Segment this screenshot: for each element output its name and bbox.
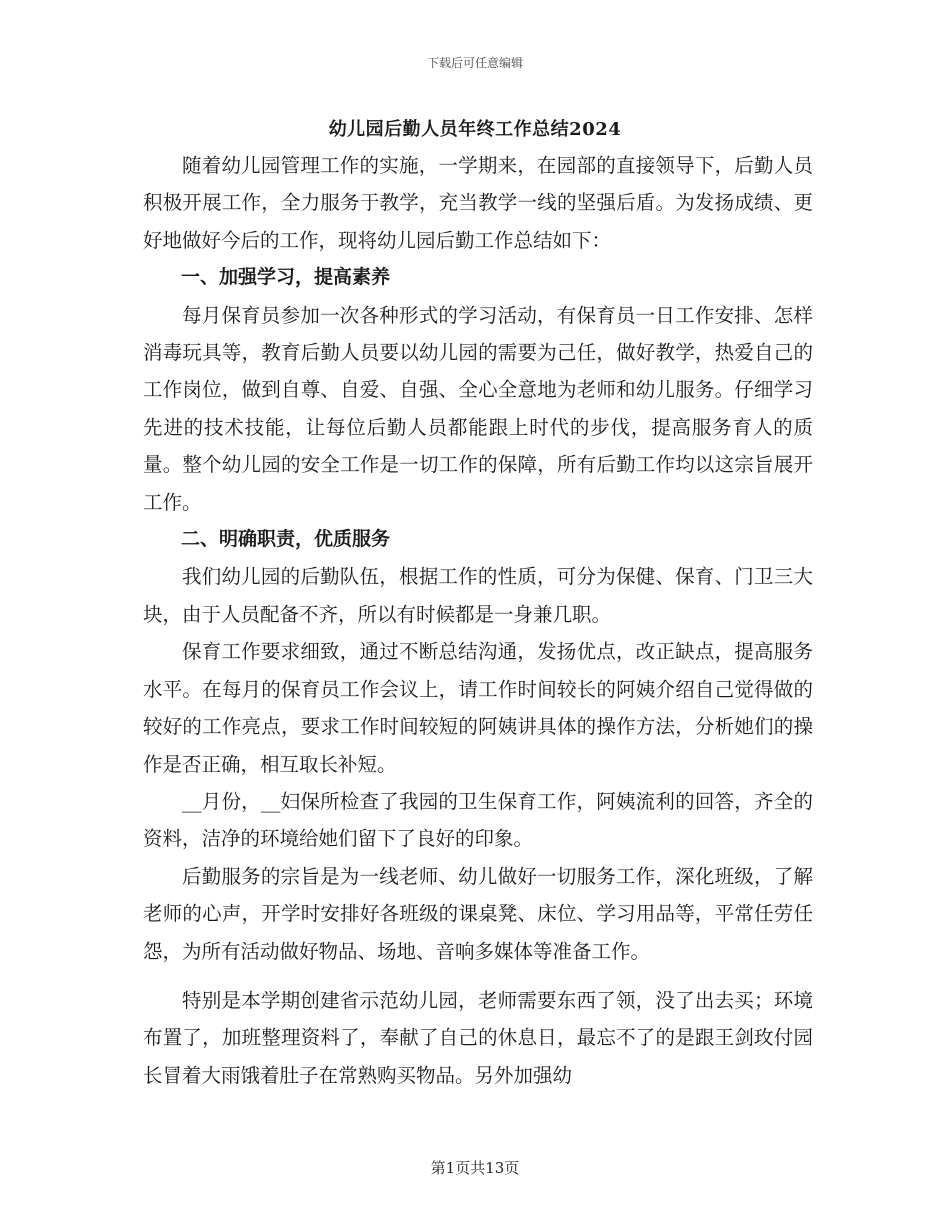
section-heading-2: 二、明确职责，优质服务 [181,528,391,551]
section2-paragraph-2: 保育工作要求细致，通过不断总结沟通，发扬优点，改正缺点，提高服务水平。在每月的保育员工作会议上，请工作时间较长的阿姨介绍自己觉得做的较好的工作亮点，要求工作时间较短的阿姨讲具体的操作方法，分析她们的操作是否正确，相互取长补短。 [143,640,813,776]
header-note: 下载后可任意编辑 [426,56,523,70]
section1-paragraph-1: 每月保育员参加一次各种形式的学习活动，有保育员一日工作安排、怎样消毒玩具等，教育后勤人员要以幼儿园的需要为己任，做好教学，热爱自己的工作岗位，做到自尊、自爱、自强、全心全意地为老师和幼儿服务。仔细学习先进的技术技能，让每位后勤人员都能跟上时代的步伐，提高服务育人的质量。整个幼儿园的安全工作是一切工作的保障，所有后勤工作均以这宗旨展开工作。 [143,303,813,514]
document-title: 幼儿园后勤人员年终工作总结2024 [328,119,622,140]
paragraph-spacer [143,970,813,982]
section2-paragraph-1: 我们幼儿园的后勤队伍，根据工作的性质，可分为保健、保育、门卫三大块，由于人员配备不齐，所以有时候都是一身兼几职。 [143,565,813,626]
section-heading-1: 一、加强学习，提高素养 [181,266,391,289]
section2-paragraph-3: __月份，__妇保所检查了我园的卫生保育工作，阿姨流利的回答，齐全的资料，洁净的环境给她们留下了良好的印象。 [143,789,813,851]
section2-paragraph-5: 特别是本学期创建省示范幼儿园，老师需要东西了领，没了出去买；环境布置了，加班整理资料了，奉献了自己的休息日，最忘不了的是跟王剑玫付园长冒着大雨饿着肚子在常熟购买物品。另外加强幼 [143,988,813,1087]
page-number: 第1页共13页 [430,1159,520,1177]
document-body [143,147,813,1094]
section2-paragraph-4: 后勤服务的宗旨是为一线老师、幼儿做好一切服务工作，深化班级，了解老师的心声，开学时安排好各班级的课桌凳、床位、学习用品等，平常任劳任怨，为所有活动做好物品、场地、音响多媒体等准备工作。 [143,864,813,963]
intro-paragraph: 随着幼儿园管理工作的实施，一学期来，在园部的直接领导下，后勤人员积极开展工作，全力服务于教学，充当教学一线的坚强后盾。为发扬成绩、更好地做好今后的工作，现将幼儿园后勤工作总结如下： [143,154,813,252]
